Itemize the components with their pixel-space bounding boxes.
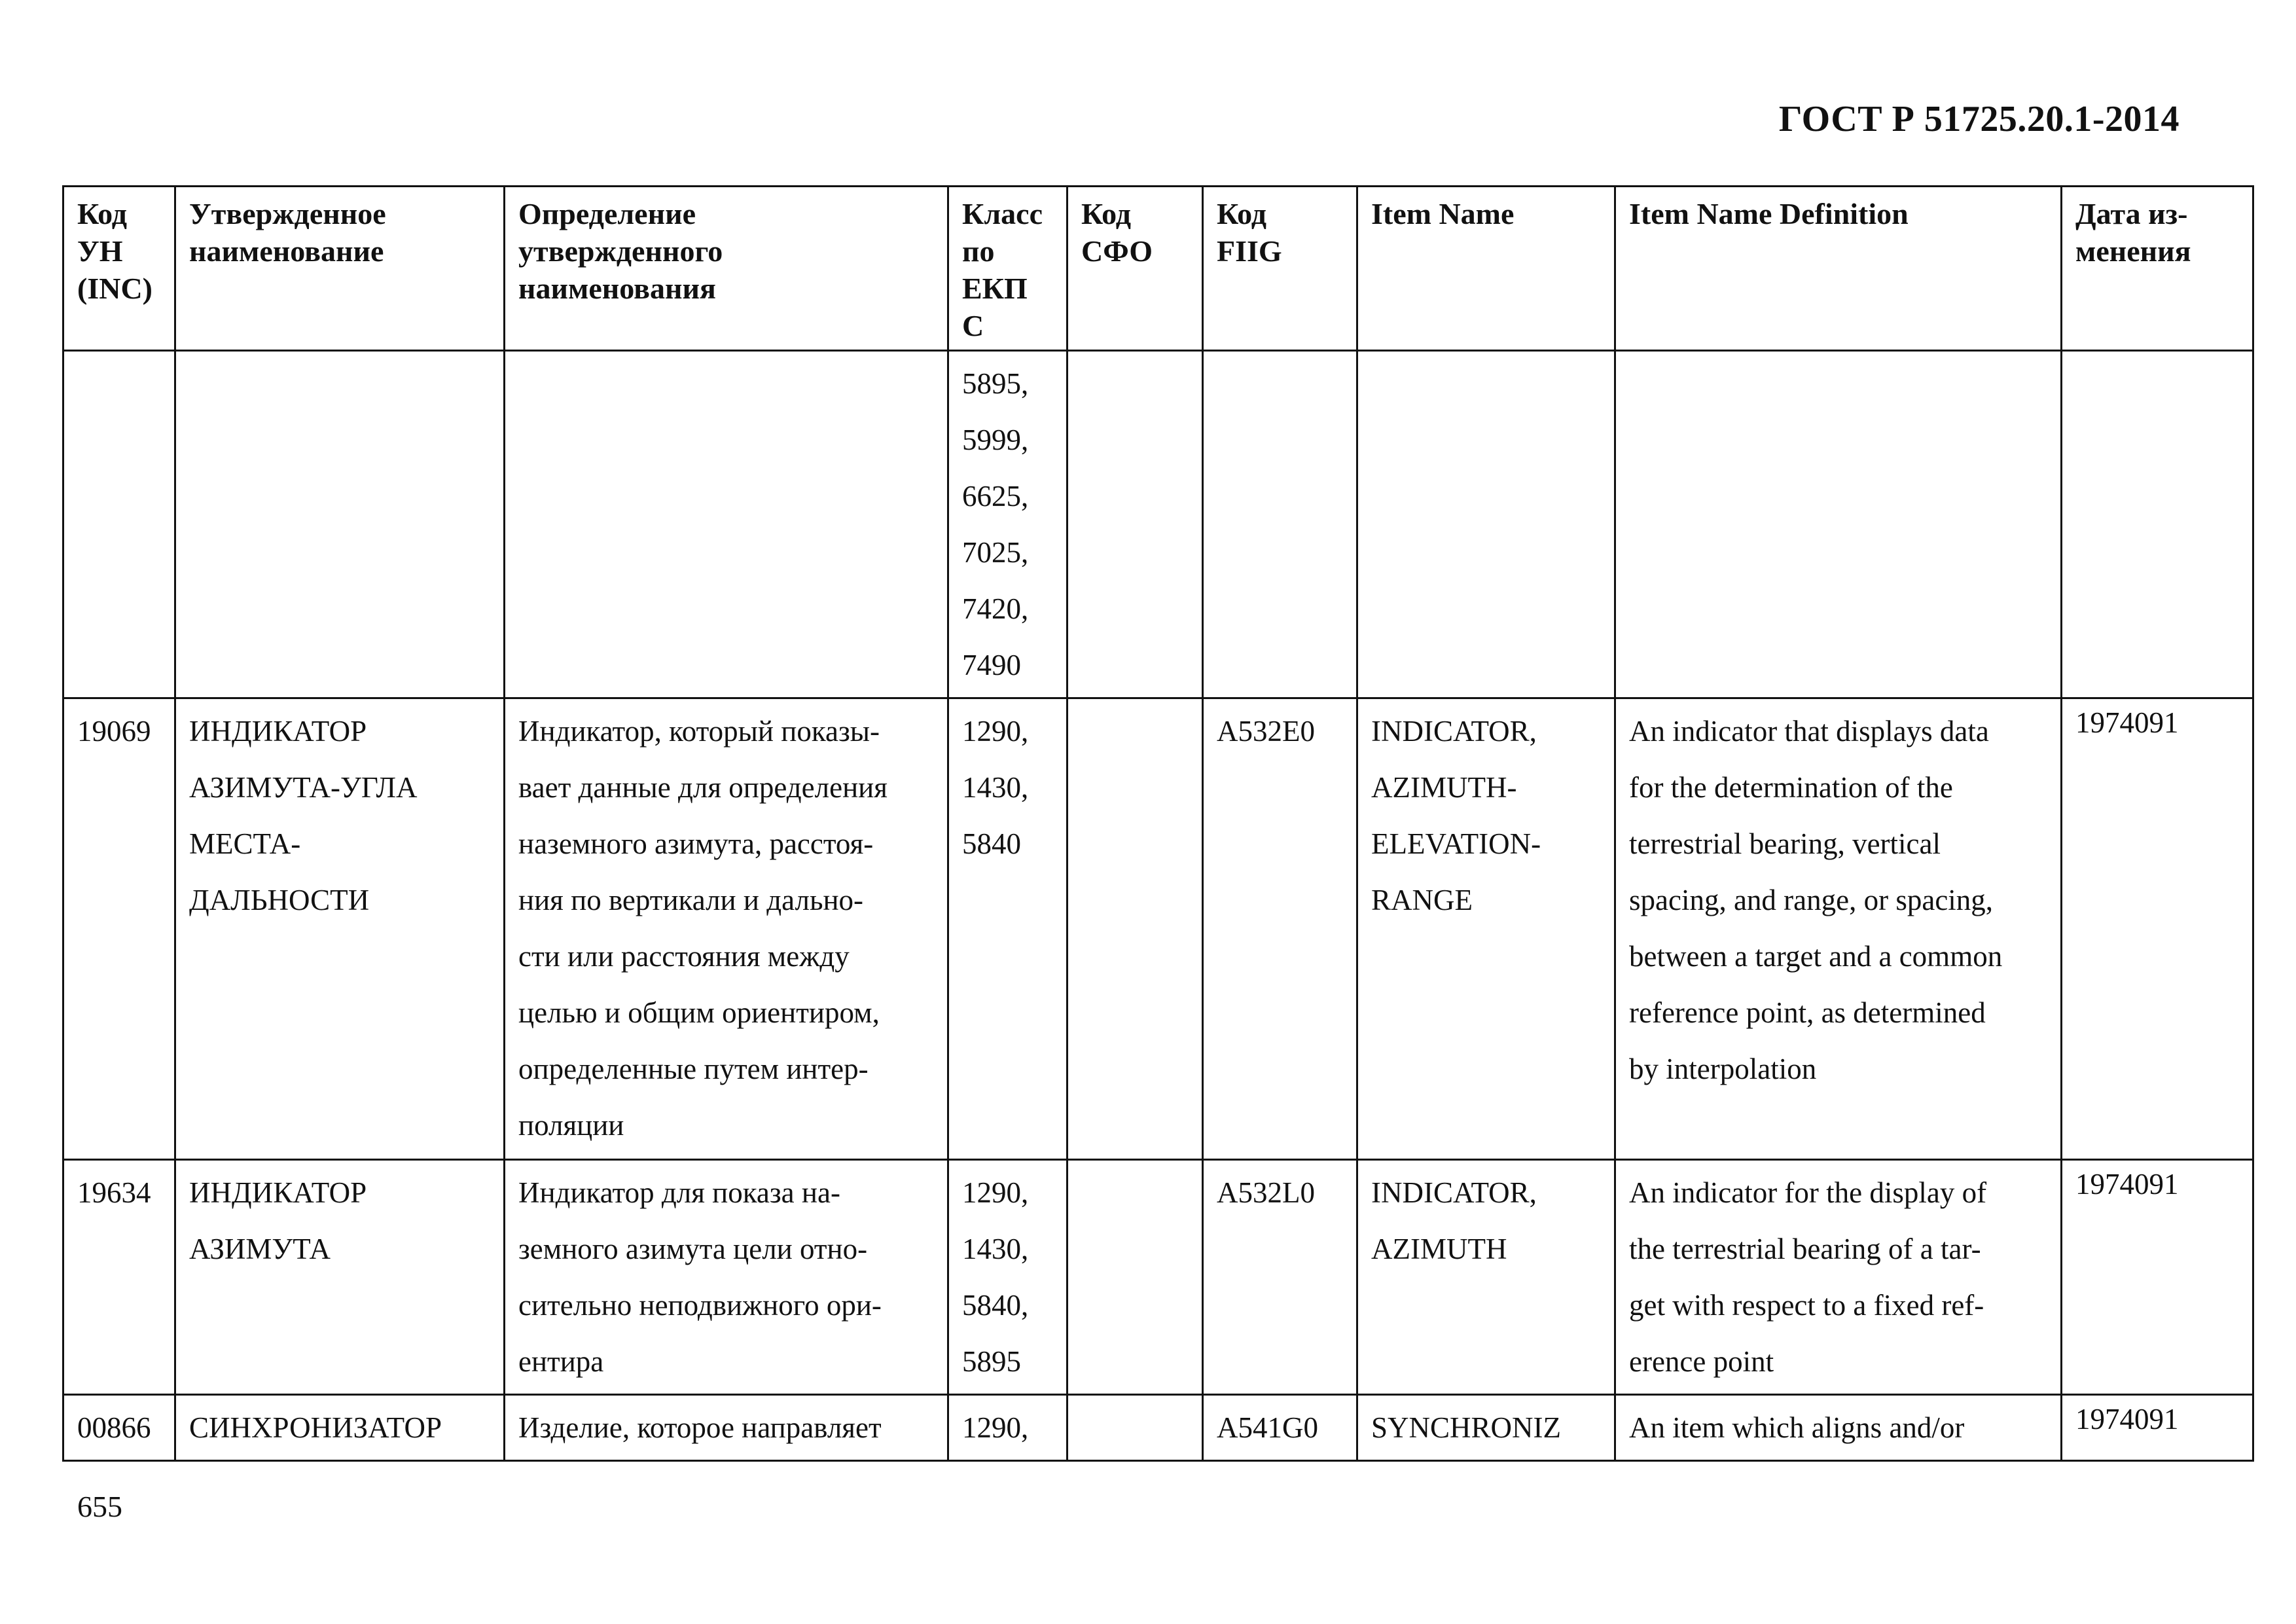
cell-approved-name: ИНДИКАТОР АЗИМУТА-УГЛА МЕСТА- ДАЛЬНОСТИ: [175, 698, 505, 1160]
cell-fiig-code: A532E0: [1203, 698, 1357, 1160]
cell-sfo-code: [1067, 1160, 1203, 1395]
cell-item-name-definition: An item which aligns and/or: [1615, 1395, 2062, 1461]
cell-name-definition: [505, 351, 948, 698]
cell-ekps-class: 1290, 1430, 5840, 5895: [948, 1160, 1067, 1395]
table-row: [63, 1160, 2253, 1395]
cell-item-name: INDICATOR, AZIMUTH: [1357, 1160, 1615, 1395]
column-header-name-definition: Определение утвержденного наименования: [505, 187, 948, 351]
cell-name-definition: Изделие, которое направляет: [505, 1395, 948, 1461]
column-header-ekps-class: Класс по ЕКП С: [948, 187, 1067, 351]
cell-name-definition: Индикатор, который показы- вает данные для определения наземного азимута, расстоя- ния по вертикали и дально- сти или расстояния между целью и общим ориентиром, определенные путем интер- поляции: [505, 698, 948, 1160]
cell-change-date: 1974091: [2062, 1395, 2253, 1461]
document-code: ГОСТ Р 51725.20.1-2014: [1778, 99, 2179, 139]
cell-ekps-class: 1290, 1430, 5840: [948, 698, 1067, 1160]
column-header-change-date: Дата из- менения: [2062, 187, 2253, 351]
column-header-item-name: Item Name: [1357, 187, 1615, 351]
table-header: [63, 187, 2253, 351]
cell-sfo-code: [1067, 1395, 1203, 1461]
column-header-approved-name: Утвержденное наименование: [175, 187, 505, 351]
cell-approved-name: [175, 351, 505, 698]
cell-item-name: SYNCHRONIZ: [1357, 1395, 1615, 1461]
cell-fiig-code: [1203, 351, 1357, 698]
table-row: [63, 1395, 2253, 1461]
column-header-item-name-definition: Item Name Definition: [1615, 187, 2062, 351]
cell-fiig-code: A532L0: [1203, 1160, 1357, 1395]
cell-change-date: [2062, 351, 2253, 698]
cell-sfo-code: [1067, 351, 1203, 698]
page-number: 655: [77, 1490, 122, 1523]
cell-fiig-code: A541G0: [1203, 1395, 1357, 1461]
table-row: [63, 698, 2253, 1160]
cell-change-date: 1974091: [2062, 698, 2253, 1160]
cell-item-name-definition: An indicator for the display of the terrestrial bearing of a tar- get with respect to a fixed ref- erence point: [1615, 1160, 2062, 1395]
cell-inc-code: 19634: [63, 1160, 175, 1395]
cell-item-name-definition: [1615, 351, 2062, 698]
cell-approved-name: СИНХРОНИЗАТОР: [175, 1395, 505, 1461]
nomenclature-table: [62, 185, 2254, 1462]
column-header-fiig-code: Код FIIG: [1203, 187, 1357, 351]
cell-item-name: [1357, 351, 1615, 698]
cell-inc-code: [63, 351, 175, 698]
cell-inc-code: 00866: [63, 1395, 175, 1461]
cell-sfo-code: [1067, 698, 1203, 1160]
table-row-continuation: [63, 351, 2253, 698]
cell-approved-name: ИНДИКАТОР АЗИМУТА: [175, 1160, 505, 1395]
column-header-inc-code: Код УН (INC): [63, 187, 175, 351]
column-header-sfo-code: Код СФО: [1067, 187, 1203, 351]
cell-ekps-class: 1290,: [948, 1395, 1067, 1461]
cell-inc-code: 19069: [63, 698, 175, 1160]
cell-change-date: 1974091: [2062, 1160, 2253, 1395]
cell-ekps-class: 5895, 5999, 6625, 7025, 7420, 7490: [948, 351, 1067, 698]
cell-item-name: INDICATOR, AZIMUTH- ELEVATION- RANGE: [1357, 698, 1615, 1160]
cell-item-name-definition: An indicator that displays data for the determination of the terrestrial bearing, vertical spacing, and range, or spacing, between a target and a common reference point, as determined by interpolation: [1615, 698, 2062, 1160]
cell-name-definition: Индикатор для показа на- земного азимута цели отно- сительно неподвижного ори- ентира: [505, 1160, 948, 1395]
